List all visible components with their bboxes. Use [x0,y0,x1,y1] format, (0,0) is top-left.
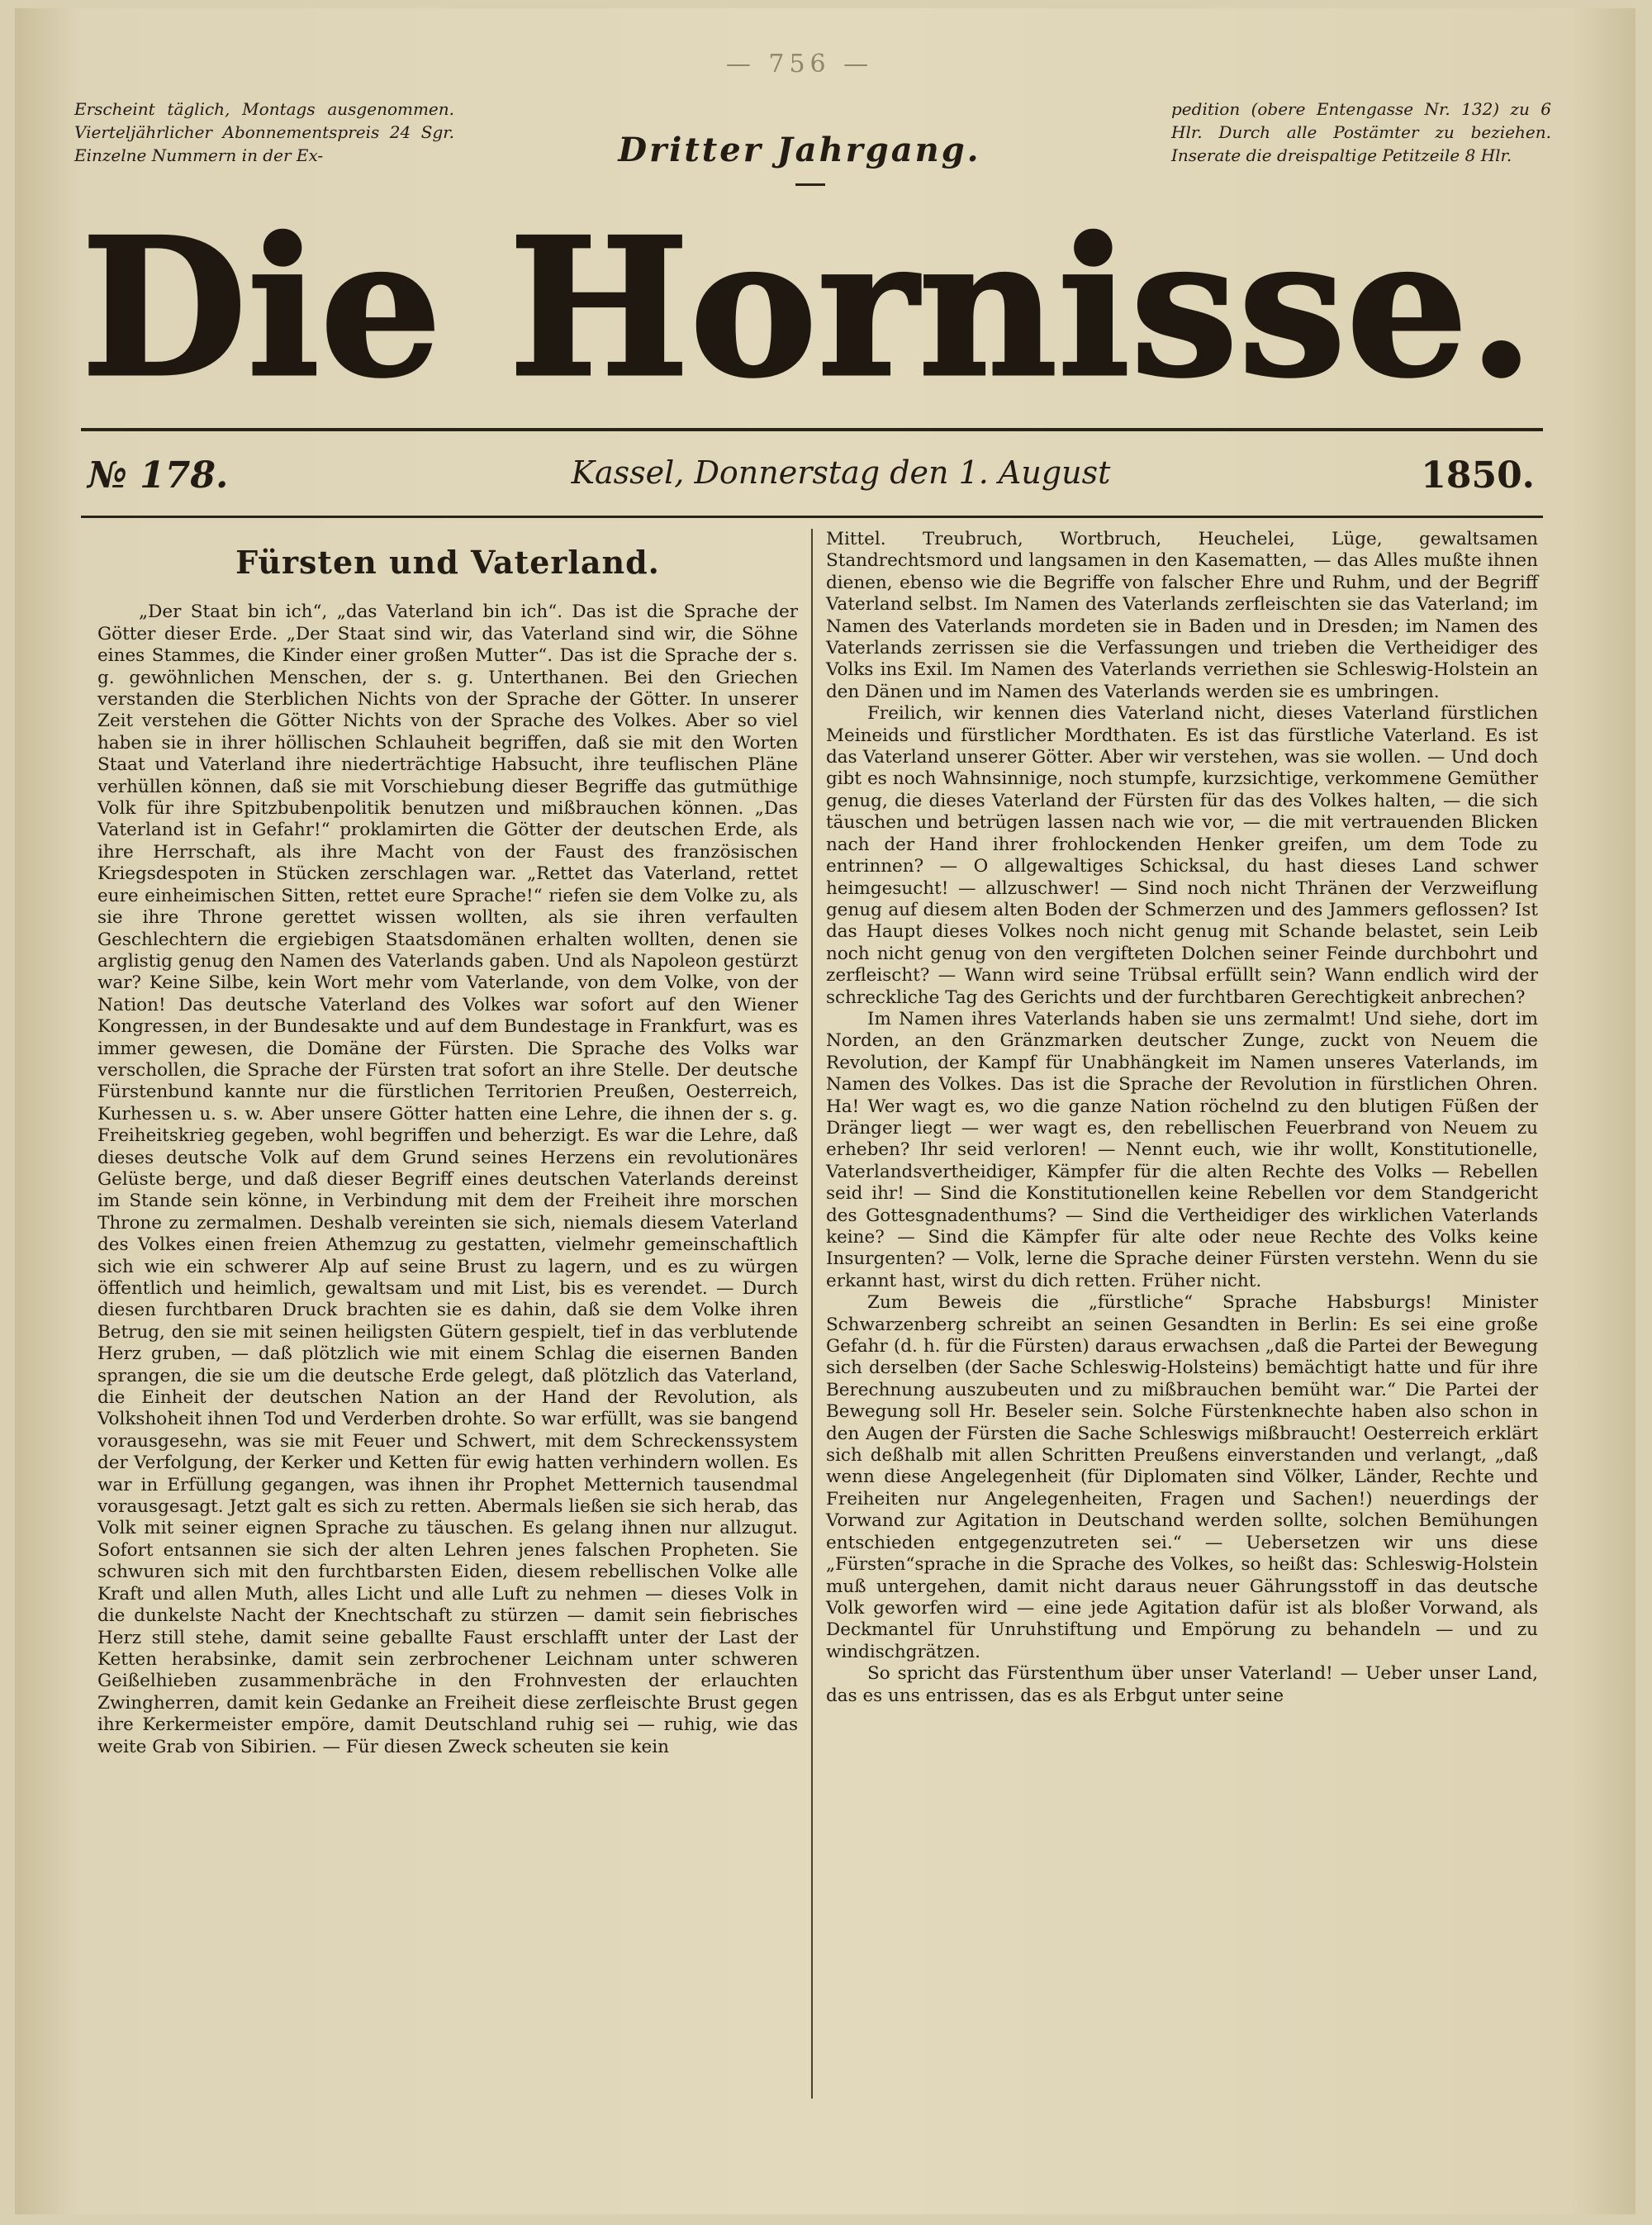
year: 1850. [1421,454,1535,497]
paragraph: Zum Beweis die „fürstliche“ Sprache Habsburgs! Minister Schwarzenberg schreibt an seinen Gesandten in Berlin: Es sei eine große Gefahr (d. h. für die Fürsten) daraus erwachsen „daß die Partei der Bewegung sich derselben (der Sache Schleswig-Holsteins) bemächtigt hatte und für ihre Berechnung auszubeuten und zu mißbrauchen bemüht war.“ Die Partei der Bewegung soll Hr. Beseler sein. Solche Fürstenknechte haben also schon in den Augen der Fürsten die Sache Schleswigs mißbraucht! Oesterreich erklärt sich deßhalb mit allen Schritten Preußens einverstanden und verlangt, „daß wenn diese Angelegenheit (für Diplomaten sind Völker, Länder, Rechte und Freiheiten nur Angelegenheiten, Fragen und Sachen!) neuerdings der Vorwand zur Agitation in Deutschand werden sollte, solchen Bemühungen entschieden entgegenzutreten sei.“ — Uebersetzen wir uns diese „Fürsten“sprache in die Sprache des Volkes, so heißt das: Schleswig-Holstein muß untergehen, damit nicht daraus neuer Gährungsstoff in das deutsche Volk geworfen wird — eine jede Agitation dafür ist als bloßer Vorwand, als Deckmantel für Unruhstiftung und Empörung zu behandeln — und zu windischgrätzen. [826,1292,1538,1662]
page-number: — 756 — [725,50,874,78]
column-divider [811,529,813,2099]
article-title: Fürsten und Vaterland. [235,544,660,581]
column-right [826,529,1538,1707]
volume-label: Dritter Jahrgang. [618,131,981,169]
masthead-rule [81,428,1543,431]
paragraph: „Der Staat bin ich“, „das Vaterland bin ich“. Das ist die Sprache der Götter dieser Erde. „Der Staat sind wir, das Vaterland sind wir, die Söhne eines Stammes, die Kinder einer großen Mutter“. Das ist die Sprache der s. g. gewöhnlichen Menschen, der s. g. Unterthanen. Bei den Griechen verstanden die Sterblichen Nichts von der Sprache der Götter. In unserer Zeit verstehen die Götter Nichts von der Sprache des Volkes. Aber so viel haben sie in ihrer höllischen Schlauheit begriffen, daß sie mit den Worten Staat und Vaterland ihre niederträchtige Habsucht, ihre teuflischen Pläne verhüllen können, daß sie mit Vorschiebung dieser Begriffe das gutmüthige Volk für ihre Spitzbubenpolitik benutzen und mißbrauchen können. „Das Vaterland ist in Gefahr!“ proklamirten die Götter der deutschen Erde, als ihre Herrschaft, als ihre Macht von der Faust des französischen Kriegsdespoten in Stücken zerschlagen war. „Rettet das Vaterland, rettet eure einheimischen Sitten, rettet eure Sprache!“ riefen sie dem Volke zu, als sie ihre Throne gerettet wissen wollten, als sie ihren verfaulten Geschlechtern die ergiebigen Staatsdomänen erhalten wollten, denen sie arglistig genug den Namen des Vaterlands gaben. Und als Napoleon gestürzt war? Keine Silbe, kein Wort mehr vom Vaterlande, von dem Volke, von der Nation! Das deutsche Vaterland des Volkes war sofort auf den Wiener Kongressen, in der Bundesakte und auf dem Bundestage in Frankfurt, was es immer gewesen, die Domäne der Fürsten. Die Sprache des Volks war verschollen, die Sprache der Fürsten trat sofort an ihre Stelle. Der deutsche Fürstenbund kannte nur die fürstlichen Territorien Preußen, Oesterreich, Kurhessen u. s. w. Aber unsere Götter hatten eine Lehre, die ihnen der s. g. Freiheitskrieg gegeben, wohl begriffen und beherzigt. Es war die Lehre, daß dieses deutsche Volk auf dem Grund seines Herzens ein revolutionäres Gelüste berge, und daß dieser Begriff eines deutschen Vaterlands dereinst im Stande sein könne, in Verbindung mit dem der Freiheit ihre morschen Throne zu zermalmen. Deshalb vereinten sie sich, niemals diesem Vaterland des Volkes einen freien Athemzug zu gestatten, vielmehr gemeinschaftlich sich wie ein schwerer Alp auf seine Brust zu lagern, und es zu würgen öffentlich und heimlich, gewaltsam und mit List, bis es verendet. — Durch diesen furchtbaren Druck brachten sie es dahin, daß sie dem Volke ihren Betrug, den sie mit seinen heiligsten Gütern gespielt, tief in das verblutende Herz gruben, — daß plötzlich wie mit einem Schlag die eisernen Banden sprangen, die sie um die deutsche Erde gelegt, daß plötzlich das Vaterland, die Einheit der deutschen Nation an der Hand der Revolution, als Volkshoheit ihnen Tod und Verderben drohte. So war erfüllt, was sie bangend vorausgesehn, was sie mit Feuer und Schwert, mit dem Schreckenssystem der Verfolgung, der Kerker und Ketten für ewig hatten verhindern wollen. Es war in Erfüllung gegangen, was ihnen ihr Prophet Metternich tausendmal vorausgesagt. Jetzt galt es sich zu retten. Abermals ließen sie sich herab, das Volk mit seiner eignen Sprache zu täuschen. Es gelang ihnen nur allzugut. Sofort entsannen sie sich der alten Lehren jenes falschen Propheten. Sie schwuren sich mit den furchtbarsten Eiden, diesem rebellischen Volke alle Kraft und allen Muth, alles Licht und alle Luft zu nehmen — dieses Volk in die dunkelste Nacht der Knechtschaft zu stürzen — damit sein fiebrisches Herz still stehe, damit seine geballte Faust erschlafft unter der Last der Ketten herabsinke, damit sein zerbrochener Leichnam unter schweren Geißelhieben zusammenbräche in den Frohnvesten der erlauchten Zwingherren, damit kein Gedanke an Freiheit diese zerfleischte Brust gegen ihre Kerkermeister empöre, damit Deutschland ruhig sei — ruhig, wie das weite Grab von Sibirien. — Für diesen Zweck scheuten sie kein [97,601,798,1757]
paragraph: Mittel. Treubruch, Wortbruch, Heuchelei, Lüge, gewaltsamen Standrechtsmord und langsamen in den Kasematten, — das Alles mußte ihnen dienen, ebenso wie die Begriffe von falscher Ehre und Ruhm, und der Begriff Vaterland selbst. Im Namen des Vaterlands zerfleischten sie das Vaterland; im Namen des Vaterlands mordeten sie in Baden und in Dresden; im Namen des Vaterlands zerrissen sie die Verfassungen und trieben die Vertheidiger des Volks ins Exil. Im Namen des Vaterlands verriethen sie Schleswig-Holstein an den Dänen und im Namen des Vaterlands werden sie es umbringen. [826,529,1538,702]
expedition-notice: pedition (obere Entengasse Nr. 132) zu 6 Hlr. Durch alle Postämter zu beziehen. Inserate die dreispaltige Petitzeile 8 Hlr. [1171,99,1551,165]
paragraph: So spricht das Fürstenthum über unser Vaterland! — Ueber unser Land, das es uns entrissen, das es als Erbgut unter seine [826,1663,1538,1706]
issue-number: № 178. [88,454,229,497]
masthead-title [73,205,1543,411]
paragraph: Freilich, wir kennen dies Vaterland nicht, dieses Vaterland fürstlichen Meineids und fürstlicher Mordthaten. Es ist das fürstliche Vaterland. Es ist das Vaterland unserer Götter. Aber wir verstehen, was sie wollen. — Und doch gibt es noch Wahnsinnige, noch stumpfe, kurzsichtige, verkommene Gemüther genug, die dieses Vaterland der Fürsten für das des Volkes halten, — die sich täuschen und betrügen lassen nach wie vor, — die mit vertrauenden Blicken nach der Hand ihrer frohlockenden Henker greifen, um dem Tode zu entrinnen? — O allgewaltiges Schicksal, du hast dieses Land schwer heimgesucht! — allzuschwer! — Sind noch nicht Thränen der Verzweiflung genug auf diesem alten Boden der Schmerzen und des Jammers geflossen? Ist das Haupt dieses Volkes noch nicht genug mit Schande belastet, sein Leib noch nicht genug von den vergifteten Dolchen seiner Feinde durchbohrt und zerfleischt? — Wann wird seine Trübsal erfüllt sein? Wann endlich wird der schreckliche Tag des Gerichts und der furchtbaren Gerechtigkeit anbrechen? [826,703,1538,1008]
dateline: Kassel, Donnerstag den 1. August [571,454,1111,491]
masthead-text: Die Hornisse. [81,205,1535,411]
newspaper-page [15,8,1635,2214]
column-left [97,537,798,1758]
paragraph: Im Namen ihres Vaterlands haben sie uns zermalmt! Und siehe, dort im Norden, an den Gränzmarken deutscher Zunge, zuckt von Neuem die Revolution, der Kampf für Unabhängkeit im Namen unseres Vaterlands, im Namen des Volkes. Das ist die Sprache der Revolution in fürstlichen Ohren. Ha! Wer wagt es, wo die ganze Nation röchelnd zu den blutigen Füßen der Dränger liegt — wer wagt es, den rebellischen Feuerbrand von Neuem zu erheben? Ihr seid verloren! — Nennt euch, wie ihr wollt, Konstitutionelle, Vaterlandsvertheidiger, Kämpfer für die alten Rechte des Volks — Rebellen seid ihr! — Sind die Konstitutionellen keine Rebellen vor dem Standgericht des Gottesgnadenthums? — Sind die Vertheidiger des wirklichen Vaterlands keine? — Sind die Kämpfer für alte oder neue Rechte des Volks keine Insurgenten? — Volk, lerne die Sprache deiner Fürsten verstehn. Wenn du sie erkannt hast, wirst du dich retten. Früher nicht. [826,1008,1538,1291]
subscription-notice: Erscheint täglich, Montags ausgenommen. Vierteljährlicher Abonnementspreis 24 Sgr. Einzelne Nummern in der Ex- [74,99,454,165]
volume-underline [795,183,825,186]
dateline-rule [81,516,1543,518]
